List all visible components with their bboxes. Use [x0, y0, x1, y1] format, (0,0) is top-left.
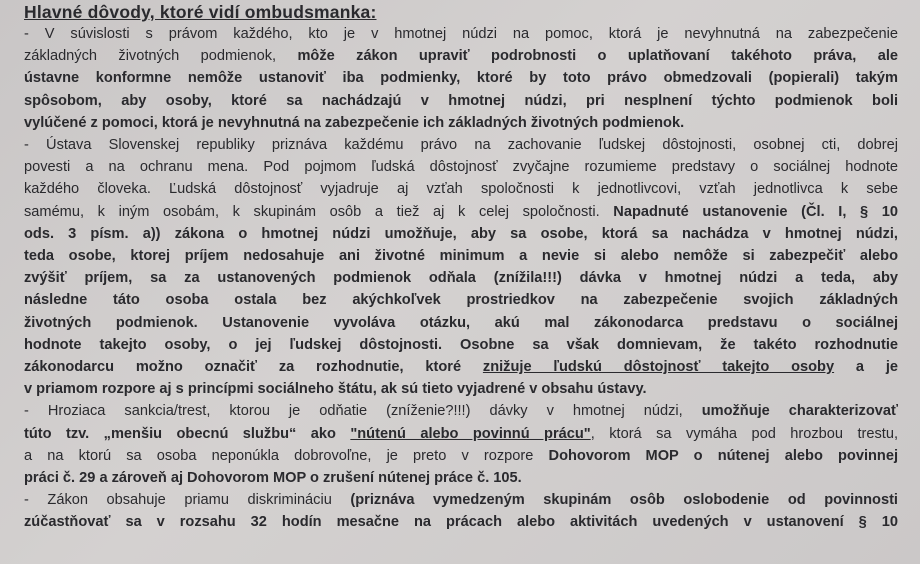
text-segment: "nútenú alebo povinnú prácu" — [350, 425, 591, 442]
text-segment: zúčastňovať sa v rozsahu 32 hodín mesačne na prácach alebo aktivitách uvedených v ustanovení § 10 — [24, 514, 898, 531]
text-line — [24, 356, 898, 378]
text-line — [24, 334, 898, 356]
text-segment: - Hroziaca sankcia/trest, ktorou je odňatie (zníženie?!!!) dávky v hmotnej núdzi, — [24, 403, 702, 420]
text-line — [24, 289, 898, 311]
text-segment: a na ktorú sa osoba neponúkla dobrovoľne, je preto v rozpore — [24, 447, 549, 464]
text-segment: spôsobom, aby osoby, ktoré sa nachádzajú v hmotnej núdzi, pri nesplnení týchto podmienok boli — [24, 92, 898, 109]
text-line — [24, 467, 898, 489]
text-segment: ústavne konformne nemôže ustanoviť iba podmienky, ktoré by toto právo obmedzovali (popierali) takým — [24, 70, 898, 87]
text-segment: základných životných podmienok, — [24, 48, 298, 65]
text-line — [24, 378, 898, 400]
text-line — [24, 90, 898, 112]
text-segment: každého človeka. Ľudská dôstojnosť vyjadruje aj vzťah spoločnosti k jednotlivcovi, vzťah jednotlivca k sebe — [24, 181, 898, 198]
text-segment: ods. 3 písm. a)) zákona o hmotnej núdzi umožňuje, aby sa osobe, ktorá sa nachádza v hmotnej núdzi, — [24, 225, 898, 242]
text-segment: - V súvislosti s právom každého, kto je v hmotnej núdzi na pomoc, ktorá je nevyhnutná na zabezpečenie — [24, 26, 898, 42]
text-segment: povesti a na ochranu mena. Pod pojmom ľudská dôstojnosť zvyčajne rozumieme predstavy o sociálnej hodnote — [24, 159, 898, 176]
text-line — [24, 67, 898, 89]
text-segment: zákonodarcu možno označiť za rozhodnutie, ktoré — [24, 359, 483, 376]
text-line — [24, 223, 898, 245]
text-line — [24, 245, 898, 267]
document-heading: Hlavné dôvody, ktoré vidí ombudsmanka: — [24, 2, 377, 22]
text-line — [24, 45, 898, 67]
text-line — [24, 156, 898, 178]
text-line — [24, 511, 898, 533]
text-segment: znižuje ľudskú dôstojnosť takejto osoby — [482, 359, 835, 376]
text-line — [24, 489, 898, 511]
text-segment: a je — [834, 359, 898, 376]
text-segment: Dohovorom MOP o nútenej alebo povinnej — [548, 447, 899, 464]
text-line — [24, 423, 898, 445]
text-segment: teda osobe, ktorej príjem nedosahuje ani životné minimum a nevie si alebo nemôže si zabezpečiť alebo — [24, 248, 898, 265]
text-line — [24, 312, 898, 334]
document-body — [24, 23, 910, 534]
text-line — [24, 23, 898, 45]
text-segment: zvýšiť príjem, sa za ustanovených podmienok odňala (znížila!!!) dávka v hmotnej núdzi a teda, aby — [24, 270, 898, 287]
text-segment: (priznáva vymedzeným skupinám osôb oslobodenie od povinnosti — [350, 492, 898, 509]
text-segment: Napadnuté ustanovenie (Čl. I, § 10 — [613, 203, 898, 220]
text-segment: hodnote takejto osoby, o jej ľudskej dôstojnosti. Osobne sa však domnievam, že takéto rozhodnutie — [24, 336, 898, 353]
text-segment: v priamom rozpore aj s princípmi sociálneho štátu, ak sú tieto vyjadrené v obsahu ústavy. — [24, 381, 647, 398]
text-segment: môže zákon upraviť podrobnosti o uplatňovaní takéhoto práva, ale — [297, 48, 898, 65]
text-segment: - Ústava Slovenskej republiky priznáva každému právo na zachovanie ľudskej dôstojnosti, osobnej cti, dobrej — [24, 137, 898, 154]
text-segment: túto tzv. „menšiu obecnú službu“ ako — [24, 425, 351, 442]
text-segment: vylúčené z pomoci, ktorá je nevyhnutná na zabezpečenie ich základných životných podmienok. — [24, 114, 685, 131]
text-line — [24, 178, 898, 200]
text-line — [24, 134, 898, 156]
text-line — [24, 201, 898, 223]
text-segment: , ktorá sa vymáha pod hrozbou trestu, — [590, 425, 898, 442]
text-segment: samému, k iným osobám, k skupinám osôb a tiež aj k celej spoločnosti. — [24, 203, 614, 220]
text-line — [24, 112, 898, 134]
text-segment: umožňuje charakterizovať — [701, 403, 898, 420]
text-segment: práci č. 29 a zároveň aj Dohovorom MOP o zrušení nútenej práce č. 105. — [24, 470, 522, 487]
text-segment: životných podmienok. Ustanovenie vyvoláva otázku, akú mal zákonodarca predstavu o sociálnej — [24, 314, 898, 331]
text-line — [24, 267, 898, 289]
text-line — [24, 445, 898, 467]
text-segment: - Zákon obsahuje priamu diskrimináciu — [24, 492, 351, 509]
text-segment: následne táto osoba ostala bez akýchkoľvek prostriedkov na zabezpečenie svojich základných — [24, 292, 898, 309]
text-line — [24, 400, 898, 422]
